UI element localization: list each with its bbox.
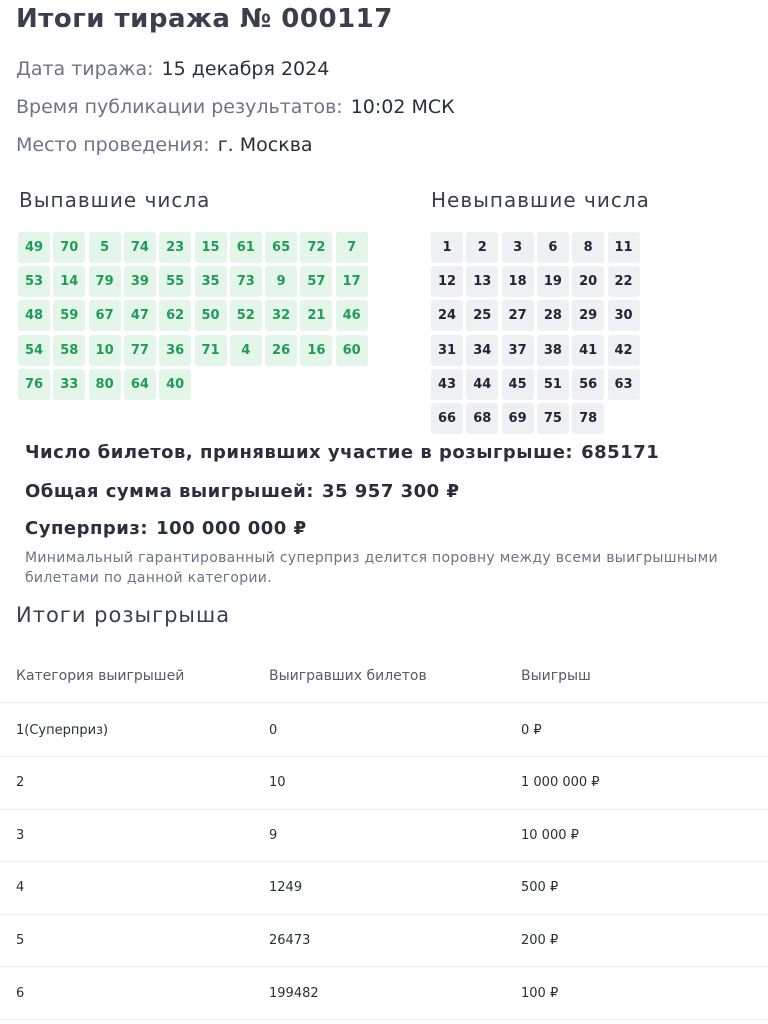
draw-place-label: Место проведения:: [16, 134, 210, 156]
column-header: Выигрыш: [521, 668, 591, 684]
not-drawn-number: 78: [572, 403, 604, 434]
drawn-number: 17: [336, 266, 368, 297]
total-winnings-value: 35 957 300 ₽: [321, 481, 460, 502]
table-cell: 5: [16, 932, 25, 948]
results-title: Итоги розыгрыша: [16, 603, 231, 627]
superprize-value: 100 000 000 ₽: [156, 518, 307, 539]
not-drawn-number: 27: [502, 300, 534, 331]
drawn-number: 33: [53, 369, 85, 400]
draw-date: [16, 58, 329, 80]
tickets-count-label: Число билетов, принявших участие в розыгрыше:: [25, 442, 574, 463]
drawn-number: 5: [89, 232, 121, 263]
table-row: [0, 914, 768, 967]
not-drawn-number: 19: [537, 266, 569, 297]
not-drawn-number: 43: [431, 369, 463, 400]
drawn-number: 47: [124, 300, 156, 331]
not-drawn-number: 29: [572, 300, 604, 331]
table-cell: 0: [269, 722, 278, 738]
drawn-number: 67: [89, 300, 121, 331]
drawn-number: 21: [300, 300, 332, 331]
drawn-number: 59: [53, 300, 85, 331]
draw-place-value: г. Москва: [217, 134, 313, 156]
drawn-number: 73: [230, 266, 262, 297]
drawn-number: 55: [159, 266, 191, 297]
tickets-count: [25, 442, 659, 463]
draw-place: [16, 134, 313, 156]
not-drawn-number: 34: [466, 335, 498, 366]
drawn-number: 58: [53, 335, 85, 366]
table-cell: 0 ₽: [521, 722, 542, 738]
column-header: Выигравших билетов: [269, 668, 427, 684]
not-drawn-number: 31: [431, 335, 463, 366]
drawn-number: 72: [300, 232, 332, 263]
table-cell: 100 ₽: [521, 985, 559, 1001]
table-cell: 199482: [269, 985, 319, 1001]
drawn-number: 61: [230, 232, 262, 263]
table-row: [0, 967, 768, 1020]
table-cell: 1 000 000 ₽: [521, 775, 600, 791]
drawn-number: 39: [124, 266, 156, 297]
table-row: [0, 809, 768, 862]
drawn-number: 70: [53, 232, 85, 263]
table-cell: 10: [269, 775, 286, 791]
not-drawn-number: 24: [431, 300, 463, 331]
table-cell: 26473: [269, 932, 311, 948]
not-drawn-number: 51: [537, 369, 569, 400]
not-drawn-number: 68: [466, 403, 498, 434]
table-cell: 1(Суперприз): [16, 722, 109, 738]
drawn-number: 60: [336, 335, 368, 366]
not-drawn-number: 1: [431, 232, 463, 263]
drawn-number: 9: [265, 266, 297, 297]
drawn-number: 77: [124, 335, 156, 366]
publish-time-label: Время публикации результатов:: [16, 96, 343, 118]
table-header-row: [0, 650, 768, 703]
drawn-number: 62: [159, 300, 191, 331]
drawn-number: 23: [159, 232, 191, 263]
drawn-number: 79: [89, 266, 121, 297]
total-winnings-label: Общая сумма выигрышей:: [25, 481, 314, 502]
drawn-number: 50: [195, 300, 227, 331]
not-drawn-number: 13: [466, 266, 498, 297]
drawn-number: 16: [300, 335, 332, 366]
drawn-number: 32: [265, 300, 297, 331]
drawn-number: 76: [18, 369, 50, 400]
drawn-number: 35: [195, 266, 227, 297]
not-drawn-numbers-title: Невыпавшие числа: [431, 188, 650, 212]
table-cell: 500 ₽: [521, 880, 559, 896]
drawn-number: 7: [336, 232, 368, 263]
table-cell: 200 ₽: [521, 932, 559, 948]
not-drawn-number: 75: [537, 403, 569, 434]
not-drawn-number: 41: [572, 335, 604, 366]
not-drawn-number: 66: [431, 403, 463, 434]
table-cell: 2: [16, 775, 25, 791]
drawn-number: 57: [300, 266, 332, 297]
superprize-note: Минимальный гарантированный суперприз делится поровну между всеми выигрышными билетами по данной категории.: [25, 550, 718, 586]
not-drawn-number: 2: [466, 232, 498, 263]
table-cell: 4: [16, 880, 25, 896]
not-drawn-number: 44: [466, 369, 498, 400]
not-drawn-number: 22: [608, 266, 640, 297]
drawn-number: 71: [195, 335, 227, 366]
drawn-number: 52: [230, 300, 262, 331]
not-drawn-number: 12: [431, 266, 463, 297]
not-drawn-number: 45: [502, 369, 534, 400]
not-drawn-number: 6: [537, 232, 569, 263]
drawn-number: 74: [124, 232, 156, 263]
drawn-number: 53: [18, 266, 50, 297]
table-cell: 9: [269, 827, 278, 843]
drawn-number: 54: [18, 335, 50, 366]
not-drawn-number: 38: [537, 335, 569, 366]
drawn-number: 40: [159, 369, 191, 400]
drawn-number: 26: [265, 335, 297, 366]
not-drawn-number: 63: [608, 369, 640, 400]
table-row: [0, 862, 768, 915]
drawn-number: 4: [230, 335, 262, 366]
not-drawn-number: 11: [608, 232, 640, 263]
drawn-number: 64: [124, 369, 156, 400]
drawn-number: 49: [18, 232, 50, 263]
drawn-number: 48: [18, 300, 50, 331]
not-drawn-number: 42: [608, 335, 640, 366]
drawn-number: 46: [336, 300, 368, 331]
not-drawn-number: 20: [572, 266, 604, 297]
not-drawn-number: 25: [466, 300, 498, 331]
publish-time: [16, 96, 455, 118]
draw-date-label: Дата тиража:: [16, 58, 154, 80]
drawn-number: 14: [53, 266, 85, 297]
publish-time-value: 10:02 МСК: [350, 96, 455, 118]
tickets-count-value: 685171: [581, 442, 660, 463]
drawn-number: 15: [195, 232, 227, 263]
not-drawn-number: 37: [502, 335, 534, 366]
table-cell: 10 000 ₽: [521, 827, 579, 843]
drawn-number: 65: [265, 232, 297, 263]
not-drawn-number: 30: [608, 300, 640, 331]
table-row: [0, 704, 768, 757]
column-header: Категория выигрышей: [16, 668, 185, 684]
table-cell: 1249: [269, 880, 303, 896]
page-title: Итоги тиража № 000117: [16, 4, 393, 34]
table-cell: 6: [16, 985, 25, 1001]
drawn-number: 10: [89, 335, 121, 366]
drawn-number: 36: [159, 335, 191, 366]
not-drawn-number: 18: [502, 266, 534, 297]
superprize: [25, 518, 307, 539]
drawn-number: 80: [89, 369, 121, 400]
not-drawn-number: 3: [502, 232, 534, 263]
table-cell: 3: [16, 827, 25, 843]
table-row: [0, 757, 768, 810]
draw-date-value: 15 декабря 2024: [161, 58, 330, 80]
not-drawn-number: 8: [572, 232, 604, 263]
drawn-numbers-title: Выпавшие числа: [19, 188, 211, 212]
not-drawn-number: 69: [502, 403, 534, 434]
total-winnings: [25, 481, 460, 502]
superprize-label: Суперприз:: [25, 518, 149, 539]
not-drawn-number: 28: [537, 300, 569, 331]
not-drawn-number: 56: [572, 369, 604, 400]
